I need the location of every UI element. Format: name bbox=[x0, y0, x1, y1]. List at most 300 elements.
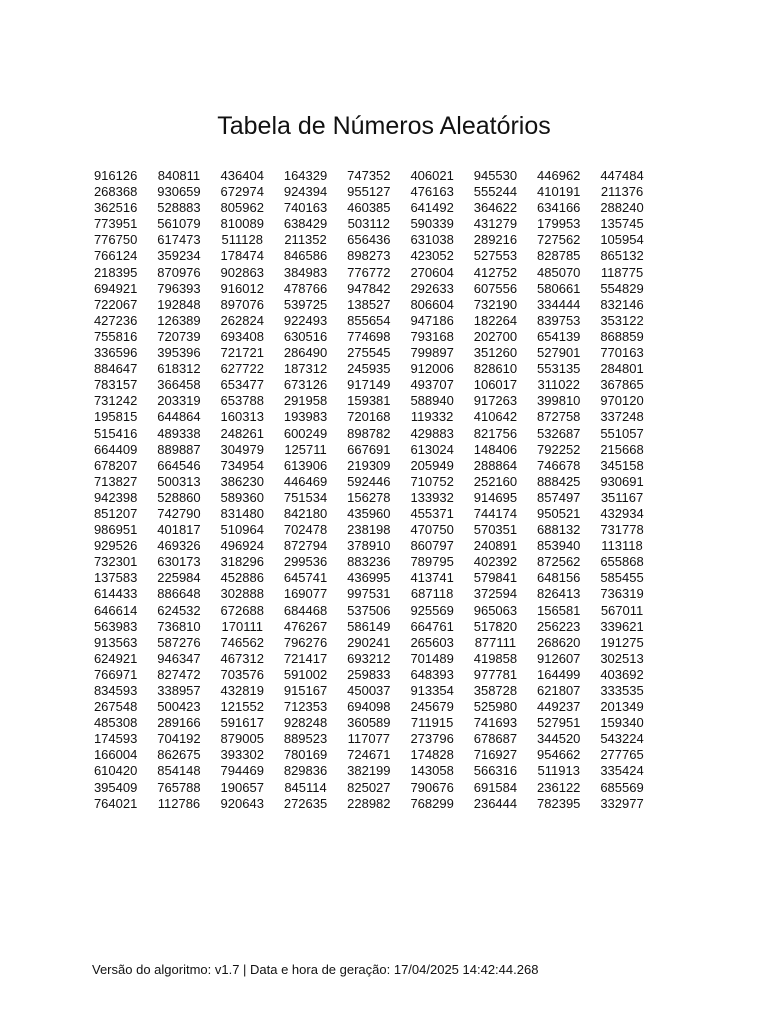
table-row bbox=[84, 345, 654, 361]
table-cell: 831480 bbox=[220, 505, 264, 521]
table-cell: 776772 bbox=[347, 264, 391, 280]
table-row bbox=[84, 699, 654, 715]
table-row bbox=[84, 747, 654, 763]
table-cell: 166004 bbox=[93, 747, 138, 763]
table-cell: 806604 bbox=[410, 296, 454, 312]
table-cell: 187312 bbox=[283, 361, 328, 377]
table-cell: 653788 bbox=[220, 393, 264, 409]
table-cell: 793168 bbox=[410, 328, 454, 344]
table-cell: 916012 bbox=[220, 280, 264, 296]
table-cell: 590339 bbox=[410, 216, 454, 232]
table-cell: 955127 bbox=[347, 184, 391, 200]
table-cell: 736810 bbox=[157, 618, 201, 634]
table-cell: 403692 bbox=[600, 666, 644, 682]
table-cell: 720168 bbox=[347, 409, 391, 425]
table-cell: 916126 bbox=[93, 168, 138, 183]
table-cell: 275545 bbox=[347, 345, 391, 361]
table-cell: 722067 bbox=[93, 296, 138, 312]
table-cell: 796276 bbox=[283, 634, 328, 650]
table-cell: 780169 bbox=[283, 747, 328, 763]
table-cell: 920643 bbox=[220, 795, 264, 811]
table-cell: 554829 bbox=[600, 280, 644, 296]
table-cell: 302513 bbox=[600, 650, 644, 666]
table-cell: 284801 bbox=[600, 361, 644, 377]
table-cell: 106017 bbox=[473, 377, 518, 393]
table-row bbox=[84, 731, 654, 747]
table-cell: 423052 bbox=[410, 248, 454, 264]
table-cell: 179953 bbox=[537, 216, 581, 232]
table-row bbox=[84, 216, 654, 232]
table-row bbox=[84, 313, 654, 329]
table-cell: 862675 bbox=[157, 747, 201, 763]
table-cell: 339621 bbox=[600, 618, 644, 634]
table-cell: 825027 bbox=[347, 779, 391, 795]
table-cell: 286490 bbox=[283, 345, 328, 361]
table-cell: 731242 bbox=[93, 393, 138, 409]
table-cell: 160313 bbox=[220, 409, 264, 425]
table-cell: 452886 bbox=[220, 570, 264, 586]
table-cell: 741693 bbox=[473, 715, 518, 731]
table-row bbox=[84, 409, 654, 425]
table-cell: 805962 bbox=[220, 200, 264, 216]
table-cell: 566316 bbox=[473, 763, 518, 779]
table-cell: 770163 bbox=[600, 345, 644, 361]
table-cell: 344520 bbox=[537, 731, 581, 747]
table-cell: 766971 bbox=[93, 666, 138, 682]
table-cell: 360589 bbox=[347, 715, 391, 731]
table-cell: 401817 bbox=[157, 522, 201, 538]
table-cell: 704192 bbox=[157, 731, 201, 747]
table-cell: 724671 bbox=[347, 747, 391, 763]
table-cell: 446962 bbox=[537, 168, 581, 183]
table-cell: 621807 bbox=[537, 683, 581, 698]
table-cell: 410642 bbox=[473, 409, 518, 425]
table-cell: 883236 bbox=[347, 554, 391, 570]
table-cell: 630173 bbox=[157, 554, 201, 570]
table-cell: 164329 bbox=[283, 168, 328, 183]
table-cell: 720739 bbox=[157, 328, 201, 344]
table-cell: 240891 bbox=[473, 538, 518, 554]
table-cell: 470750 bbox=[410, 522, 454, 538]
table-cell: 947186 bbox=[410, 312, 454, 328]
table-cell: 532687 bbox=[537, 425, 581, 441]
table-cell: 252160 bbox=[473, 473, 518, 489]
table-cell: 886648 bbox=[157, 586, 201, 602]
table-cell: 713827 bbox=[93, 473, 138, 489]
table-row bbox=[84, 715, 654, 731]
table-cell: 902863 bbox=[220, 264, 264, 280]
table-cell: 734954 bbox=[220, 457, 264, 473]
random-numbers-table-body bbox=[84, 168, 654, 812]
table-cell: 384983 bbox=[283, 264, 328, 280]
table-row bbox=[84, 168, 654, 184]
table-cell: 113118 bbox=[601, 538, 643, 554]
table-cell: 561079 bbox=[157, 216, 201, 232]
table-cell: 496924 bbox=[220, 538, 264, 554]
table-cell: 333535 bbox=[600, 683, 644, 698]
table-cell: 821756 bbox=[473, 425, 518, 441]
table-row bbox=[84, 393, 654, 409]
table-cell: 589360 bbox=[220, 489, 264, 505]
table-cell: 664409 bbox=[93, 441, 138, 457]
table-cell: 528860 bbox=[157, 489, 201, 505]
table-cell: 688132 bbox=[537, 522, 581, 538]
table-cell: 105954 bbox=[600, 232, 644, 248]
table-cell: 828785 bbox=[537, 248, 581, 264]
table-cell: 641492 bbox=[410, 200, 454, 216]
table-cell: 292633 bbox=[410, 280, 454, 296]
table-cell: 740163 bbox=[283, 200, 328, 216]
table-cell: 638429 bbox=[283, 216, 328, 232]
table-cell: 702478 bbox=[283, 522, 328, 538]
table-cell: 664761 bbox=[410, 618, 454, 634]
table-cell: 138527 bbox=[347, 296, 391, 312]
table-cell: 711915 bbox=[410, 715, 454, 731]
table-cell: 219309 bbox=[347, 457, 391, 473]
table-cell: 182264 bbox=[473, 312, 518, 328]
table-cell: 591002 bbox=[283, 666, 328, 682]
table-cell: 525980 bbox=[473, 699, 518, 715]
table-cell: 170111 bbox=[221, 618, 263, 634]
table-cell: 913354 bbox=[410, 683, 454, 698]
table-row bbox=[84, 184, 654, 200]
table-cell: 842180 bbox=[283, 505, 328, 521]
table-cell: 304979 bbox=[220, 441, 264, 457]
table-cell: 268620 bbox=[537, 634, 581, 650]
table-cell: 579841 bbox=[473, 570, 518, 586]
table-cell: 358728 bbox=[473, 683, 518, 698]
table-cell: 500313 bbox=[157, 473, 201, 489]
table-cell: 928248 bbox=[283, 715, 328, 731]
table-cell: 687118 bbox=[410, 586, 454, 602]
table-cell: 746562 bbox=[220, 634, 264, 650]
table-cell: 865132 bbox=[600, 248, 644, 264]
table-cell: 898782 bbox=[347, 425, 391, 441]
table-cell: 164499 bbox=[537, 666, 581, 682]
table-cell: 259833 bbox=[347, 666, 391, 682]
table-cell: 118775 bbox=[600, 264, 644, 280]
table-cell: 766124 bbox=[93, 248, 138, 264]
table-cell: 359234 bbox=[157, 248, 201, 264]
table-cell: 693212 bbox=[347, 650, 391, 666]
table-cell: 489338 bbox=[157, 425, 201, 441]
table-cell: 372594 bbox=[473, 586, 518, 602]
table-cell: 857497 bbox=[537, 489, 581, 505]
table-cell: 774698 bbox=[347, 328, 391, 344]
table-cell: 924394 bbox=[283, 184, 328, 200]
table-cell: 855654 bbox=[347, 312, 391, 328]
table-row bbox=[84, 232, 654, 248]
table-cell: 402392 bbox=[473, 554, 518, 570]
table-cell: 215668 bbox=[600, 441, 644, 457]
table-cell: 511128 bbox=[221, 232, 263, 248]
table-cell: 570351 bbox=[473, 522, 518, 538]
table-cell: 965063 bbox=[473, 602, 518, 618]
table-cell: 436995 bbox=[347, 570, 391, 586]
table-cell: 877111 bbox=[474, 634, 517, 650]
table-cell: 607556 bbox=[473, 280, 518, 296]
table-cell: 270604 bbox=[410, 264, 454, 280]
table-cell: 917149 bbox=[347, 377, 391, 393]
table-cell: 783157 bbox=[93, 377, 138, 393]
table-cell: 143058 bbox=[410, 763, 454, 779]
table-cell: 450037 bbox=[347, 683, 391, 698]
table-cell: 691584 bbox=[473, 779, 518, 795]
table-cell: 925569 bbox=[410, 602, 454, 618]
table-cell: 716927 bbox=[473, 747, 518, 763]
table-cell: 917263 bbox=[473, 393, 518, 409]
table-cell: 832146 bbox=[600, 296, 644, 312]
table-cell: 228982 bbox=[347, 795, 391, 811]
table-cell: 515416 bbox=[93, 425, 138, 441]
table-cell: 493707 bbox=[410, 377, 454, 393]
table-row bbox=[84, 651, 654, 667]
table-cell: 986951 bbox=[93, 522, 138, 538]
table-cell: 929526 bbox=[93, 538, 138, 554]
table-cell: 429883 bbox=[410, 425, 454, 441]
table-cell: 624532 bbox=[157, 602, 201, 618]
table-cell: 627722 bbox=[220, 361, 264, 377]
table-cell: 236122 bbox=[537, 779, 581, 795]
table-cell: 432819 bbox=[220, 683, 264, 698]
table-cell: 653477 bbox=[220, 377, 264, 393]
table-cell: 393302 bbox=[220, 747, 264, 763]
table-cell: 378910 bbox=[347, 538, 391, 554]
table-row bbox=[84, 538, 654, 554]
table-cell: 946347 bbox=[157, 650, 201, 666]
table-cell: 889523 bbox=[283, 731, 328, 747]
table-cell: 701489 bbox=[410, 650, 454, 666]
table-cell: 694098 bbox=[347, 699, 391, 715]
table-cell: 868859 bbox=[600, 328, 644, 344]
table-cell: 537506 bbox=[347, 602, 391, 618]
table-cell: 267548 bbox=[93, 699, 138, 715]
table-cell: 311022 bbox=[537, 377, 580, 393]
table-cell: 585455 bbox=[600, 570, 644, 586]
table-cell: 159381 bbox=[347, 393, 391, 409]
table-cell: 591617 bbox=[220, 715, 264, 731]
table-cell: 503112 bbox=[347, 216, 391, 232]
table-cell: 617473 bbox=[157, 232, 201, 248]
table-cell: 117077 bbox=[347, 731, 391, 747]
table-cell: 678207 bbox=[93, 457, 138, 473]
table-cell: 654139 bbox=[537, 328, 581, 344]
table-cell: 829836 bbox=[283, 763, 328, 779]
table-cell: 710752 bbox=[410, 473, 454, 489]
table-cell: 655868 bbox=[600, 554, 644, 570]
table-cell: 159340 bbox=[600, 715, 644, 731]
table-row bbox=[84, 619, 654, 635]
table-cell: 351260 bbox=[473, 345, 518, 361]
table-cell: 768299 bbox=[410, 795, 454, 811]
table-cell: 476163 bbox=[410, 184, 454, 200]
table-cell: 851207 bbox=[93, 505, 138, 521]
table-cell: 510964 bbox=[220, 522, 264, 538]
table-cell: 870976 bbox=[157, 264, 201, 280]
table-cell: 382199 bbox=[347, 763, 391, 779]
table-cell: 747352 bbox=[347, 168, 391, 183]
table-row bbox=[84, 570, 654, 586]
table-cell: 764021 bbox=[93, 795, 138, 811]
table-cell: 288240 bbox=[600, 200, 644, 216]
table-cell: 248261 bbox=[220, 425, 264, 441]
table-cell: 345158 bbox=[600, 457, 644, 473]
table-cell: 174593 bbox=[93, 731, 138, 747]
table-cell: 460385 bbox=[347, 200, 391, 216]
table-cell: 193983 bbox=[283, 409, 328, 425]
table-cell: 289166 bbox=[157, 715, 201, 731]
table-cell: 888425 bbox=[537, 473, 581, 489]
footer-generation-info: Versão do algoritmo: v1.7 | Data e hora de geração: 17/04/2025 14:42:44.268 bbox=[92, 962, 539, 977]
table-cell: 915167 bbox=[283, 683, 328, 698]
table-cell: 302888 bbox=[220, 586, 264, 602]
table-cell: 190657 bbox=[220, 779, 264, 795]
table-cell: 592446 bbox=[347, 473, 391, 489]
table-cell: 455371 bbox=[410, 505, 454, 521]
table-row bbox=[84, 683, 654, 699]
table-cell: 930659 bbox=[157, 184, 201, 200]
table-row bbox=[84, 474, 654, 490]
table-cell: 238198 bbox=[347, 522, 391, 538]
table-cell: 624921 bbox=[93, 650, 138, 666]
table-cell: 872562 bbox=[537, 554, 581, 570]
table-cell: 500423 bbox=[157, 699, 201, 715]
table-cell: 727562 bbox=[537, 232, 581, 248]
random-numbers-table bbox=[84, 168, 654, 812]
table-cell: 245935 bbox=[347, 361, 391, 377]
table-cell: 644864 bbox=[157, 409, 201, 425]
table-cell: 202700 bbox=[473, 328, 518, 344]
table-cell: 897076 bbox=[220, 296, 264, 312]
table-cell: 205949 bbox=[410, 457, 454, 473]
table-cell: 299536 bbox=[283, 554, 328, 570]
table-cell: 773951 bbox=[93, 216, 138, 232]
table-cell: 845114 bbox=[284, 779, 327, 795]
table-row bbox=[84, 506, 654, 522]
table-cell: 395396 bbox=[157, 345, 201, 361]
table-row bbox=[84, 426, 654, 442]
table-cell: 364622 bbox=[473, 200, 518, 216]
table-row bbox=[84, 248, 654, 264]
table-cell: 431279 bbox=[473, 216, 518, 232]
table-cell: 191275 bbox=[600, 634, 644, 650]
table-cell: 828610 bbox=[473, 361, 518, 377]
table-row bbox=[84, 281, 654, 297]
table-cell: 732190 bbox=[473, 296, 518, 312]
table-cell: 610420 bbox=[93, 763, 138, 779]
table-cell: 268368 bbox=[93, 184, 138, 200]
page-title: Tabela de Números Aleatórios bbox=[217, 112, 551, 140]
table-cell: 580661 bbox=[537, 280, 581, 296]
table-cell: 796393 bbox=[157, 280, 201, 296]
table-cell: 543224 bbox=[600, 731, 644, 747]
table-cell: 703576 bbox=[220, 666, 264, 682]
table-cell: 790676 bbox=[410, 779, 454, 795]
table-cell: 782395 bbox=[537, 795, 581, 811]
table-cell: 879005 bbox=[220, 731, 264, 747]
table-cell: 898273 bbox=[347, 248, 391, 264]
table-cell: 613024 bbox=[410, 441, 454, 457]
table-cell: 826413 bbox=[537, 586, 581, 602]
table-cell: 872794 bbox=[283, 538, 328, 554]
table-cell: 236444 bbox=[473, 795, 518, 811]
table-cell: 667691 bbox=[347, 441, 391, 457]
table-cell: 567011 bbox=[600, 602, 644, 618]
table-row bbox=[84, 603, 654, 619]
table-cell: 789795 bbox=[410, 554, 454, 570]
table-cell: 618312 bbox=[157, 361, 201, 377]
table-cell: 645741 bbox=[283, 570, 328, 586]
table-cell: 755816 bbox=[93, 328, 138, 344]
table-row bbox=[84, 635, 654, 651]
table-cell: 672688 bbox=[220, 602, 264, 618]
table-cell: 648393 bbox=[410, 666, 454, 682]
table-cell: 334444 bbox=[537, 296, 581, 312]
table-cell: 413741 bbox=[410, 570, 454, 586]
table-cell: 539725 bbox=[283, 296, 328, 312]
table-row bbox=[84, 522, 654, 538]
table-row bbox=[84, 265, 654, 281]
table-cell: 137583 bbox=[93, 570, 138, 586]
table-cell: 273796 bbox=[410, 731, 454, 747]
table-row bbox=[84, 329, 654, 345]
table-cell: 511913 bbox=[537, 763, 580, 779]
table-cell: 914695 bbox=[473, 489, 518, 505]
table-cell: 412752 bbox=[473, 264, 518, 280]
table-cell: 746678 bbox=[537, 457, 581, 473]
table-cell: 211376 bbox=[600, 184, 644, 200]
table-cell: 664546 bbox=[157, 457, 201, 473]
table-cell: 712353 bbox=[283, 699, 328, 715]
table-cell: 351167 bbox=[600, 489, 644, 505]
table-cell: 765788 bbox=[157, 779, 201, 795]
table-cell: 203319 bbox=[157, 393, 201, 409]
table-cell: 751534 bbox=[283, 489, 328, 505]
table-cell: 840811 bbox=[157, 168, 201, 183]
table-cell: 613906 bbox=[283, 457, 328, 473]
table-cell: 630516 bbox=[283, 328, 328, 344]
table-cell: 291958 bbox=[283, 393, 328, 409]
table-cell: 469326 bbox=[157, 538, 201, 554]
table-cell: 889887 bbox=[157, 441, 201, 457]
table-cell: 922493 bbox=[283, 312, 328, 328]
table-cell: 148406 bbox=[473, 441, 518, 457]
table-cell: 586149 bbox=[347, 618, 391, 634]
table-cell: 648156 bbox=[537, 570, 581, 586]
table-cell: 673126 bbox=[283, 377, 328, 393]
table-cell: 289216 bbox=[473, 232, 518, 248]
table-cell: 432934 bbox=[600, 505, 644, 521]
table-cell: 678687 bbox=[473, 731, 518, 747]
table-cell: 262824 bbox=[220, 312, 264, 328]
table-row bbox=[84, 490, 654, 506]
table-cell: 684468 bbox=[283, 602, 328, 618]
table-cell: 614433 bbox=[93, 586, 138, 602]
table-cell: 169077 bbox=[283, 586, 328, 602]
table-cell: 353122 bbox=[600, 312, 644, 328]
table-cell: 942398 bbox=[93, 489, 138, 505]
table-cell: 827472 bbox=[157, 666, 201, 682]
table-row bbox=[84, 667, 654, 683]
table-cell: 839753 bbox=[537, 312, 581, 328]
table-cell: 634166 bbox=[537, 200, 581, 216]
table-row bbox=[84, 796, 654, 812]
table-cell: 485308 bbox=[93, 715, 138, 731]
table-cell: 410191 bbox=[537, 184, 581, 200]
table-cell: 447484 bbox=[600, 168, 644, 183]
table-cell: 792252 bbox=[537, 441, 581, 457]
table-cell: 201349 bbox=[600, 699, 644, 715]
